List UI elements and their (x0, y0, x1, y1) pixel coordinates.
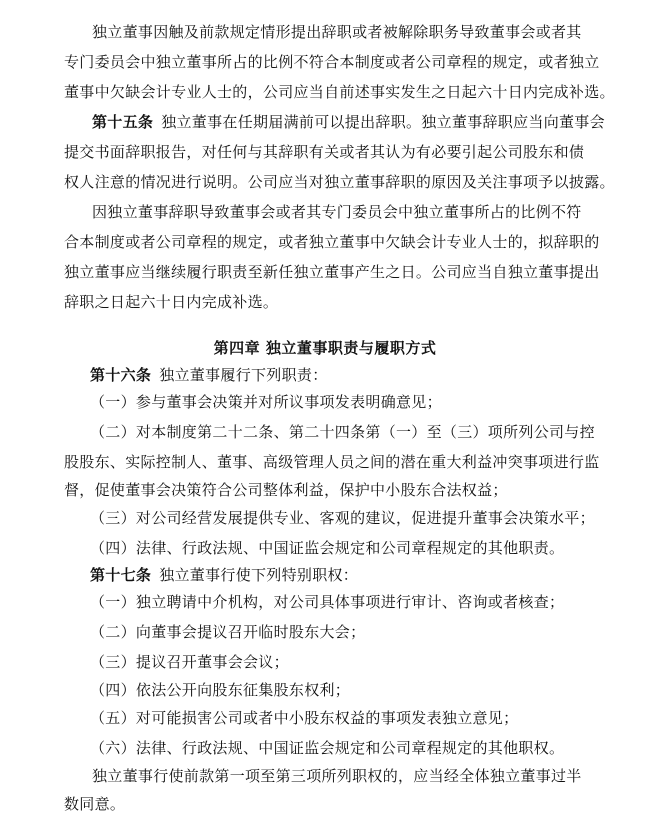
article-15-title: 第十五条 (92, 113, 154, 131)
chapter-heading: 第四章 独立董事职责与履职方式 (213, 339, 437, 357)
paragraph-line: 董事中欠缺会计专业人士的，公司应当自前述事实发生之日起六十日内完成补选。 (64, 83, 615, 101)
article-17-intro: 独立董事行使下列特别职权： (159, 566, 359, 584)
paragraph-line: 因独立董事辞职导致董事会或者其专门委员会中独立董事所占的比例不符 (92, 203, 582, 221)
article-17-title: 第十七条 (90, 566, 152, 584)
list-item: （六）法律、行政法规、中国证监会规定和公司章程规定的其他职权。 (90, 739, 565, 757)
paragraph-line: 提交书面辞职报告，对任何与其辞职有关或者其认为有必要引起公司股东和债 (64, 143, 585, 161)
list-item: （一）独立聘请中介机构，对公司具体事项进行审计、咨询或者核查； (90, 593, 565, 611)
article-16-first-line (90, 365, 328, 385)
list-item: （二）对本制度第二十二条、第二十四条第（一）至（三）项所列公司与控 (90, 423, 595, 441)
paragraph-line: 独立董事行使前款第一项至第三项所列职权的，应当经全体独立董事过半 (92, 767, 582, 785)
paragraph-line: 专门委员会中独立董事所占的比例不符合本制度或者公司章程的规定，或者独立 (64, 53, 600, 71)
list-item: （三）对公司经营发展提供专业、客观的建议，促进提升董事会决策水平； (90, 509, 595, 527)
paragraph-line: 辞职之日起六十日内完成补选。 (64, 293, 279, 311)
list-item: （四）依法公开向股东征集股东权利； (90, 681, 351, 699)
list-item: （一）参与董事会决策并对所议事项发表明确意见； (90, 393, 442, 411)
article-16-title: 第十六条 (90, 366, 152, 384)
list-item: （三）提议召开董事会会议； (90, 653, 289, 671)
article-15-text: 独立董事在任期届满前可以提出辞职。独立董事辞职应当向董事会 (161, 113, 605, 131)
article-16-intro: 独立董事履行下列职责： (159, 366, 328, 384)
paragraph-line: 独立董事应当继续履行职责至新任独立董事产生之日。公司应当自独立董事提出 (64, 263, 600, 281)
list-item-continuation: 股股东、实际控制人、董事、高级管理人员之间的潜在重大利益冲突事项进行监 (64, 453, 600, 471)
article-15-first-line (92, 112, 605, 132)
paragraph-line: 数同意。 (64, 795, 126, 813)
paragraph-line: 合本制度或者公司章程的规定，或者独立董事中欠缺会计专业人士的，拟辞职的 (64, 233, 600, 251)
list-item: （五）对可能损害公司或者中小股东权益的事项发表独立意见； (90, 709, 519, 727)
list-item: （四）法律、行政法规、中国证监会规定和公司章程规定的其他职责。 (90, 539, 565, 557)
paragraph-line: 独立董事因触及前款规定情形提出辞职或者被解除职务导致董事会或者其 (92, 23, 582, 41)
list-item: （二）向董事会提议召开临时股东大会； (90, 623, 366, 641)
list-item-continuation: 督，促使董事会决策符合公司整体利益，保护中小股东合法权益； (64, 481, 508, 499)
article-17-first-line (90, 565, 358, 585)
paragraph-line: 权人注意的情况进行说明。公司应当对独立董事辞职的原因及关注事项予以披露。 (64, 173, 615, 191)
